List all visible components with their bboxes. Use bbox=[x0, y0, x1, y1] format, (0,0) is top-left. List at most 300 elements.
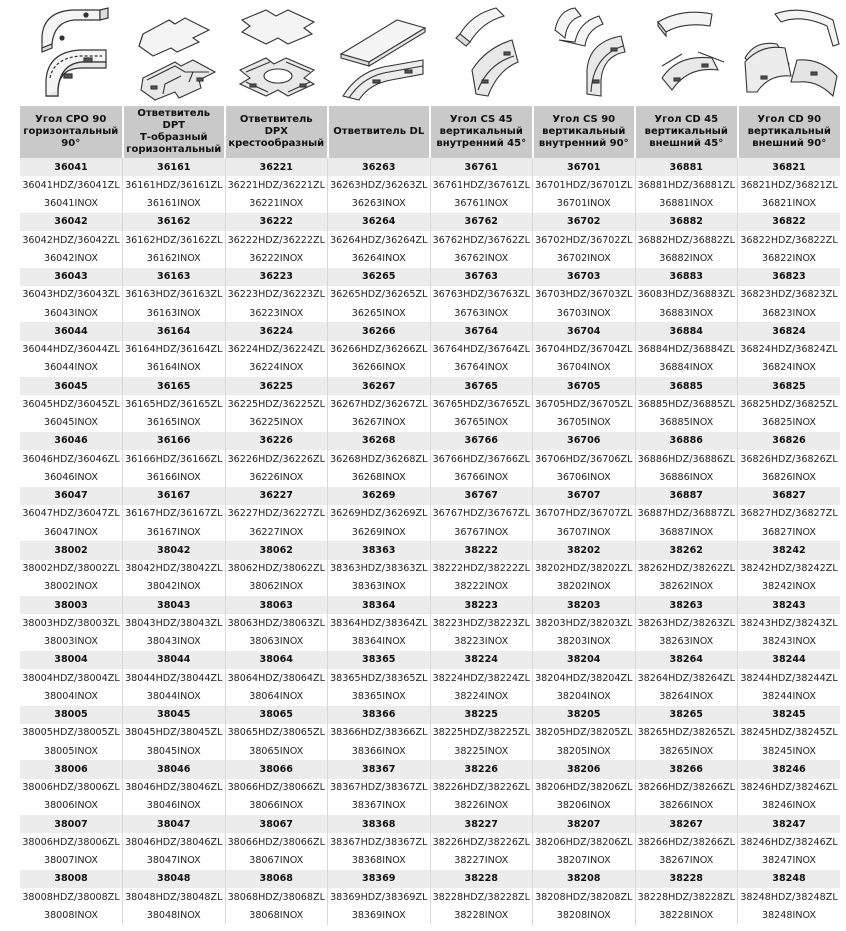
table-cell: 38246 bbox=[738, 760, 841, 778]
table-cell: 38226HDZ/38226ZL bbox=[430, 833, 533, 851]
table-cell: 38203HDZ/38203ZL bbox=[533, 614, 636, 632]
article-code-row bbox=[20, 322, 840, 340]
inox-variant-row bbox=[20, 797, 840, 815]
table-cell: 38204INOX bbox=[533, 687, 636, 705]
table-cell: 36765 bbox=[430, 377, 533, 395]
table-cell: 38006 bbox=[20, 760, 123, 778]
table-cell: 38228INOX bbox=[635, 906, 738, 924]
table-cell: 38206 bbox=[533, 760, 636, 778]
hdz-zl-variant-row bbox=[20, 614, 840, 632]
inox-variant-row bbox=[20, 633, 840, 651]
table-cell: 38263 bbox=[635, 596, 738, 614]
column-header-line: внешний 90° bbox=[752, 138, 827, 149]
table-cell: 38267INOX bbox=[635, 852, 738, 870]
table-cell: 38208INOX bbox=[533, 906, 636, 924]
table-cell: 38245 bbox=[738, 706, 841, 724]
column-header-line: внешний 45° bbox=[649, 138, 724, 149]
table-cell: 36265HDZ/36265ZL bbox=[328, 286, 431, 304]
tee-junction-icon bbox=[123, 0, 225, 106]
fittings-illustration-strip bbox=[20, 0, 840, 106]
outer-vertical-bend-45-icon bbox=[638, 0, 740, 106]
table-cell: 36263HDZ/36263ZL bbox=[328, 176, 431, 194]
table-cell: 36826 bbox=[738, 432, 841, 450]
table-cell: 36827 bbox=[738, 487, 841, 505]
table-cell: 36225 bbox=[225, 377, 328, 395]
table-cell: 38202 bbox=[533, 541, 636, 559]
table-cell: 36266 bbox=[328, 322, 431, 340]
table-cell: 36163HDZ/36163ZL bbox=[123, 286, 226, 304]
table-cell: 38047 bbox=[123, 815, 226, 833]
table-cell: 38369INOX bbox=[328, 906, 431, 924]
table-cell: 38063INOX bbox=[225, 633, 328, 651]
table-cell: 36265INOX bbox=[328, 304, 431, 322]
table-cell: 38225INOX bbox=[430, 742, 533, 760]
table-cell: 36043HDZ/36043ZL bbox=[20, 286, 123, 304]
table-cell: 36165INOX bbox=[123, 414, 226, 432]
table-cell: 38044INOX bbox=[123, 687, 226, 705]
table-cell: 36221INOX bbox=[225, 195, 328, 213]
table-cell: 38008HDZ/38008ZL bbox=[20, 888, 123, 906]
table-cell: 36703HDZ/36703ZL bbox=[533, 286, 636, 304]
article-code-row bbox=[20, 870, 840, 888]
table-cell: 36267HDZ/36267ZL bbox=[328, 395, 431, 413]
table-cell: 36044HDZ/36044ZL bbox=[20, 341, 123, 359]
table-cell: 38267 bbox=[635, 815, 738, 833]
table-cell: 36881 bbox=[635, 158, 738, 176]
table-cell: 38206HDZ/38206ZL bbox=[533, 833, 636, 851]
hdz-zl-variant-row bbox=[20, 341, 840, 359]
table-cell: 38067 bbox=[225, 815, 328, 833]
table-cell: 36821HDZ/36821ZL bbox=[738, 176, 841, 194]
table-cell: 38244 bbox=[738, 651, 841, 669]
table-cell: 38367HDZ/38367ZL bbox=[328, 779, 431, 797]
table-cell: 38369 bbox=[328, 870, 431, 888]
table-cell: 36826INOX bbox=[738, 468, 841, 486]
table-cell: 36223HDZ/36223ZL bbox=[225, 286, 328, 304]
table-cell: 38266HDZ/38266ZL bbox=[635, 779, 738, 797]
table-cell: 36766 bbox=[430, 432, 533, 450]
table-cell: 36224HDZ/36224ZL bbox=[225, 341, 328, 359]
table-cell: 36269HDZ/36269ZL bbox=[328, 505, 431, 523]
table-cell: 38223INOX bbox=[430, 633, 533, 651]
table-cell: 38005 bbox=[20, 706, 123, 724]
table-cell: 36264HDZ/36264ZL bbox=[328, 231, 431, 249]
hdz-zl-variant-row bbox=[20, 450, 840, 468]
table-cell: 38226INOX bbox=[430, 797, 533, 815]
table-cell: 36823INOX bbox=[738, 304, 841, 322]
table-cell: 38002INOX bbox=[20, 578, 123, 596]
table-cell: 38002 bbox=[20, 541, 123, 559]
table-cell: 38228INOX bbox=[430, 906, 533, 924]
table-cell: 36702HDZ/36702ZL bbox=[533, 231, 636, 249]
table-cell: 38064INOX bbox=[225, 687, 328, 705]
column-header-line: Ответвитель DPX bbox=[239, 114, 313, 137]
table-cell: 38068 bbox=[225, 870, 328, 888]
column-header bbox=[20, 106, 123, 158]
table-cell: 36166HDZ/36166ZL bbox=[123, 450, 226, 468]
table-cell: 36227 bbox=[225, 487, 328, 505]
hdz-zl-variant-row bbox=[20, 395, 840, 413]
table-cell: 38043INOX bbox=[123, 633, 226, 651]
article-code-row bbox=[20, 377, 840, 395]
table-cell: 38003HDZ/38003ZL bbox=[20, 614, 123, 632]
inox-variant-row bbox=[20, 523, 840, 541]
table-cell: 38062INOX bbox=[225, 578, 328, 596]
inox-variant-row bbox=[20, 359, 840, 377]
table-cell: 38228 bbox=[430, 870, 533, 888]
table-cell: 36224INOX bbox=[225, 359, 328, 377]
table-cell: 36227HDZ/36227ZL bbox=[225, 505, 328, 523]
table-cell: 38202HDZ/38202ZL bbox=[533, 560, 636, 578]
table-cell: 38367INOX bbox=[328, 797, 431, 815]
table-cell: 36162 bbox=[123, 213, 226, 231]
table-cell: 38068INOX bbox=[225, 906, 328, 924]
column-header bbox=[123, 106, 226, 158]
column-header-line: внутренний 45° bbox=[436, 138, 527, 149]
table-cell: 36222HDZ/36222ZL bbox=[225, 231, 328, 249]
table-cell: 36162HDZ/36162ZL bbox=[123, 231, 226, 249]
column-header-line: Угол CS 90 bbox=[552, 114, 616, 125]
table-cell: 36165HDZ/36165ZL bbox=[123, 395, 226, 413]
table-cell: 36223 bbox=[225, 268, 328, 286]
table-cell: 38227 bbox=[430, 815, 533, 833]
table-cell: 36822 bbox=[738, 213, 841, 231]
table-cell: 38048INOX bbox=[123, 906, 226, 924]
inox-variant-row bbox=[20, 195, 840, 213]
table-cell: 36885INOX bbox=[635, 414, 738, 432]
table-cell: 38227INOX bbox=[430, 852, 533, 870]
table-cell: 38262INOX bbox=[635, 578, 738, 596]
column-header-line: горизонтальный bbox=[23, 126, 119, 137]
table-cell: 38006HDZ/38006ZL bbox=[20, 779, 123, 797]
table-cell: 36266INOX bbox=[328, 359, 431, 377]
article-code-row bbox=[20, 487, 840, 505]
table-cell: 36766HDZ/36766ZL bbox=[430, 450, 533, 468]
table-cell: 36882HDZ/36882ZL bbox=[635, 231, 738, 249]
table-cell: 38266INOX bbox=[635, 797, 738, 815]
table-cell: 36764INOX bbox=[430, 359, 533, 377]
table-cell: 36765HDZ/36765ZL bbox=[430, 395, 533, 413]
table-cell: 36047 bbox=[20, 487, 123, 505]
column-header-line: 90° bbox=[61, 138, 81, 149]
table-cell: 38244INOX bbox=[738, 687, 841, 705]
table-cell: 36882INOX bbox=[635, 249, 738, 267]
table-cell: 36767INOX bbox=[430, 523, 533, 541]
table-cell: 38208 bbox=[533, 870, 636, 888]
table-cell: 38245HDZ/38245ZL bbox=[738, 724, 841, 742]
table-cell: 38366HDZ/38366ZL bbox=[328, 724, 431, 742]
horizontal-bend-90-icon bbox=[20, 0, 122, 106]
table-cell: 38225HDZ/38225ZL bbox=[430, 724, 533, 742]
table-cell: 36705 bbox=[533, 377, 636, 395]
table-cell: 38063HDZ/38063ZL bbox=[225, 614, 328, 632]
table-cell: 36883 bbox=[635, 268, 738, 286]
table-cell: 38046 bbox=[123, 760, 226, 778]
table-cell: 38364 bbox=[328, 596, 431, 614]
table-cell: 36884INOX bbox=[635, 359, 738, 377]
table-cell: 36702 bbox=[533, 213, 636, 231]
table-cell: 38266HDZ/38266ZL bbox=[635, 833, 738, 851]
table-cell: 36045HDZ/36045ZL bbox=[20, 395, 123, 413]
table-cell: 38366INOX bbox=[328, 742, 431, 760]
table-cell: 36822HDZ/36822ZL bbox=[738, 231, 841, 249]
table-cell: 36825INOX bbox=[738, 414, 841, 432]
inox-variant-row bbox=[20, 852, 840, 870]
table-cell: 38064 bbox=[225, 651, 328, 669]
table-cell: 38067INOX bbox=[225, 852, 328, 870]
table-cell: 38223HDZ/38223ZL bbox=[430, 614, 533, 632]
table-cell: 38045HDZ/38045ZL bbox=[123, 724, 226, 742]
table-cell: 36821INOX bbox=[738, 195, 841, 213]
table-cell: 38042INOX bbox=[123, 578, 226, 596]
table-cell: 38048 bbox=[123, 870, 226, 888]
hdz-zl-variant-row bbox=[20, 231, 840, 249]
table-cell: 38202INOX bbox=[533, 578, 636, 596]
table-cell: 36266HDZ/36266ZL bbox=[328, 341, 431, 359]
table-cell: 36046HDZ/36046ZL bbox=[20, 450, 123, 468]
table-cell: 38364HDZ/38364ZL bbox=[328, 614, 431, 632]
table-cell: 36224 bbox=[225, 322, 328, 340]
table-cell: 36886 bbox=[635, 432, 738, 450]
table-cell: 36264INOX bbox=[328, 249, 431, 267]
table-cell: 36703 bbox=[533, 268, 636, 286]
hdz-zl-variant-row bbox=[20, 669, 840, 687]
table-cell: 38369HDZ/38369ZL bbox=[328, 888, 431, 906]
table-cell: 36827INOX bbox=[738, 523, 841, 541]
column-header-line: вертикальный bbox=[542, 126, 626, 137]
table-cell: 38225 bbox=[430, 706, 533, 724]
table-cell: 36825HDZ/36825ZL bbox=[738, 395, 841, 413]
table-cell: 36883INOX bbox=[635, 304, 738, 322]
table-cell: 38045 bbox=[123, 706, 226, 724]
table-cell: 36265 bbox=[328, 268, 431, 286]
table-cell: 38004HDZ/38004ZL bbox=[20, 669, 123, 687]
table-cell: 36263 bbox=[328, 158, 431, 176]
table-cell: 36268HDZ/36268ZL bbox=[328, 450, 431, 468]
table-cell: 36823HDZ/36823ZL bbox=[738, 286, 841, 304]
table-cell: 36167HDZ/36167ZL bbox=[123, 505, 226, 523]
table-cell: 36707HDZ/36707ZL bbox=[533, 505, 636, 523]
table-cell: 36264 bbox=[328, 213, 431, 231]
table-cell: 38226 bbox=[430, 760, 533, 778]
inox-variant-row bbox=[20, 468, 840, 486]
table-cell: 38266 bbox=[635, 760, 738, 778]
table-cell: 36702INOX bbox=[533, 249, 636, 267]
table-cell: 38005INOX bbox=[20, 742, 123, 760]
table-cell: 36824INOX bbox=[738, 359, 841, 377]
table-cell: 36268 bbox=[328, 432, 431, 450]
table-cell: 36763HDZ/36763ZL bbox=[430, 286, 533, 304]
article-code-row bbox=[20, 815, 840, 833]
column-header bbox=[635, 106, 738, 158]
table-cell: 36044INOX bbox=[20, 359, 123, 377]
inox-variant-row bbox=[20, 742, 840, 760]
inox-variant-row bbox=[20, 578, 840, 596]
column-header-line: Угол CS 45 bbox=[449, 114, 513, 125]
table-cell: 38368 bbox=[328, 815, 431, 833]
inox-variant-row bbox=[20, 304, 840, 322]
table-cell: 38047INOX bbox=[123, 852, 226, 870]
table-cell: 38365HDZ/38365ZL bbox=[328, 669, 431, 687]
table-cell: 38365INOX bbox=[328, 687, 431, 705]
table-cell: 38224INOX bbox=[430, 687, 533, 705]
table-cell: 36763 bbox=[430, 268, 533, 286]
table-cell: 36824HDZ/36824ZL bbox=[738, 341, 841, 359]
table-cell: 38265HDZ/38265ZL bbox=[635, 724, 738, 742]
table-cell: 38224 bbox=[430, 651, 533, 669]
table-cell: 38265 bbox=[635, 706, 738, 724]
table-cell: 38003 bbox=[20, 596, 123, 614]
table-cell: 38045INOX bbox=[123, 742, 226, 760]
table-cell: 36766INOX bbox=[430, 468, 533, 486]
table-cell: 38002HDZ/38002ZL bbox=[20, 560, 123, 578]
table-cell: 38363HDZ/38363ZL bbox=[328, 560, 431, 578]
table-cell: 38044HDZ/38044ZL bbox=[123, 669, 226, 687]
table-cell: 36761 bbox=[430, 158, 533, 176]
table-cell: 38005HDZ/38005ZL bbox=[20, 724, 123, 742]
table-cell: 38264HDZ/38264ZL bbox=[635, 669, 738, 687]
hdz-zl-variant-row bbox=[20, 779, 840, 797]
table-cell: 36047HDZ/36047ZL bbox=[20, 505, 123, 523]
table-cell: 36827HDZ/36827ZL bbox=[738, 505, 841, 523]
table-cell: 38206HDZ/38206ZL bbox=[533, 779, 636, 797]
table-cell: 36226INOX bbox=[225, 468, 328, 486]
table-cell: 38242HDZ/38242ZL bbox=[738, 560, 841, 578]
table-cell: 36882 bbox=[635, 213, 738, 231]
column-header-line: горизонтальный bbox=[126, 144, 222, 155]
table-cell: 36881HDZ/36881ZL bbox=[635, 176, 738, 194]
table-cell: 38203 bbox=[533, 596, 636, 614]
table-cell: 36701INOX bbox=[533, 195, 636, 213]
table-cell: 38207 bbox=[533, 815, 636, 833]
column-header-line: Угол CPO 90 bbox=[35, 114, 107, 125]
table-cell: 38364INOX bbox=[328, 633, 431, 651]
table-cell: 38004 bbox=[20, 651, 123, 669]
table-cell: 38264 bbox=[635, 651, 738, 669]
table-cell: 36044 bbox=[20, 322, 123, 340]
table-cell: 36707 bbox=[533, 487, 636, 505]
table-cell: 36825 bbox=[738, 377, 841, 395]
table-cell: 38205INOX bbox=[533, 742, 636, 760]
table-cell: 38264INOX bbox=[635, 687, 738, 705]
table-cell: 36704HDZ/36704ZL bbox=[533, 341, 636, 359]
table-cell: 36221HDZ/36221ZL bbox=[225, 176, 328, 194]
table-cell: 38222HDZ/38222ZL bbox=[430, 560, 533, 578]
table-cell: 38247INOX bbox=[738, 852, 841, 870]
table-cell: 36764 bbox=[430, 322, 533, 340]
table-cell: 36046INOX bbox=[20, 468, 123, 486]
table-cell: 36267INOX bbox=[328, 414, 431, 432]
article-code-row bbox=[20, 268, 840, 286]
table-cell: 38265INOX bbox=[635, 742, 738, 760]
inner-vertical-bend-45-icon bbox=[432, 0, 534, 106]
table-cell: 36043INOX bbox=[20, 304, 123, 322]
table-cell: 36162INOX bbox=[123, 249, 226, 267]
hdz-zl-variant-row bbox=[20, 176, 840, 194]
table-cell: 36761INOX bbox=[430, 195, 533, 213]
table-cell: 38208HDZ/38208ZL bbox=[533, 888, 636, 906]
table-cell: 36161 bbox=[123, 158, 226, 176]
table-cell: 36822INOX bbox=[738, 249, 841, 267]
table-cell: 36223INOX bbox=[225, 304, 328, 322]
inox-variant-row bbox=[20, 414, 840, 432]
table-cell: 36222INOX bbox=[225, 249, 328, 267]
table-cell: 38008INOX bbox=[20, 906, 123, 924]
table-cell: 38062 bbox=[225, 541, 328, 559]
column-header bbox=[328, 106, 431, 158]
table-cell: 38066 bbox=[225, 760, 328, 778]
inox-variant-row bbox=[20, 249, 840, 267]
inox-variant-row bbox=[20, 906, 840, 924]
table-cell: 36047INOX bbox=[20, 523, 123, 541]
article-code-row bbox=[20, 651, 840, 669]
column-header-line: вертикальный bbox=[644, 126, 728, 137]
column-header-line: Ответвитель DPT bbox=[137, 108, 211, 131]
table-cell: 38222INOX bbox=[430, 578, 533, 596]
table-cell: 36164 bbox=[123, 322, 226, 340]
table-cell: 38243 bbox=[738, 596, 841, 614]
hdz-zl-variant-row bbox=[20, 560, 840, 578]
table-cell: 36705HDZ/36705ZL bbox=[533, 395, 636, 413]
column-header bbox=[533, 106, 636, 158]
table-cell: 38206INOX bbox=[533, 797, 636, 815]
table-cell: 36706INOX bbox=[533, 468, 636, 486]
table-cell: 36161INOX bbox=[123, 195, 226, 213]
table-cell: 38228HDZ/38228ZL bbox=[635, 888, 738, 906]
table-cell: 36042INOX bbox=[20, 249, 123, 267]
table-cell: 36765INOX bbox=[430, 414, 533, 432]
hdz-zl-variant-row bbox=[20, 888, 840, 906]
table-cell: 38245INOX bbox=[738, 742, 841, 760]
table-cell: 36161HDZ/36161ZL bbox=[123, 176, 226, 194]
table-cell: 36823 bbox=[738, 268, 841, 286]
table-cell: 36043 bbox=[20, 268, 123, 286]
table-cell: 38226HDZ/38226ZL bbox=[430, 779, 533, 797]
table-cell: 36767HDZ/36767ZL bbox=[430, 505, 533, 523]
article-code-row bbox=[20, 158, 840, 176]
table-cell: 36887 bbox=[635, 487, 738, 505]
table-cell: 38366 bbox=[328, 706, 431, 724]
table-cell: 38224HDZ/38224ZL bbox=[430, 669, 533, 687]
table-cell: 38246HDZ/38246ZL bbox=[738, 779, 841, 797]
table-cell: 36703INOX bbox=[533, 304, 636, 322]
column-header-line: вертикальный bbox=[439, 126, 523, 137]
table-cell: 36764HDZ/36764ZL bbox=[430, 341, 533, 359]
table-cell: 36163 bbox=[123, 268, 226, 286]
table-cell: 36706HDZ/36706ZL bbox=[533, 450, 636, 468]
table-cell: 38046HDZ/38046ZL bbox=[123, 779, 226, 797]
hdz-zl-variant-row bbox=[20, 286, 840, 304]
table-cell: 36042HDZ/36042ZL bbox=[20, 231, 123, 249]
table-cell: 36887INOX bbox=[635, 523, 738, 541]
table-cell: 38204 bbox=[533, 651, 636, 669]
table-cell: 38066HDZ/38066ZL bbox=[225, 779, 328, 797]
table-cell: 36164INOX bbox=[123, 359, 226, 377]
table-cell: 38363INOX bbox=[328, 578, 431, 596]
table-cell: 38007 bbox=[20, 815, 123, 833]
column-header-line: Ответвитель DL bbox=[333, 126, 425, 137]
table-cell: 36221 bbox=[225, 158, 328, 176]
table-cell: 38248HDZ/38248ZL bbox=[738, 888, 841, 906]
table-cell: 36167INOX bbox=[123, 523, 226, 541]
table-cell: 36884HDZ/36884ZL bbox=[635, 341, 738, 359]
table-cell: 38262 bbox=[635, 541, 738, 559]
table-cell: 38065INOX bbox=[225, 742, 328, 760]
table-cell: 36267 bbox=[328, 377, 431, 395]
table-cell: 36263INOX bbox=[328, 195, 431, 213]
table-cell: 38262HDZ/38262ZL bbox=[635, 560, 738, 578]
table-cell: 38008 bbox=[20, 870, 123, 888]
